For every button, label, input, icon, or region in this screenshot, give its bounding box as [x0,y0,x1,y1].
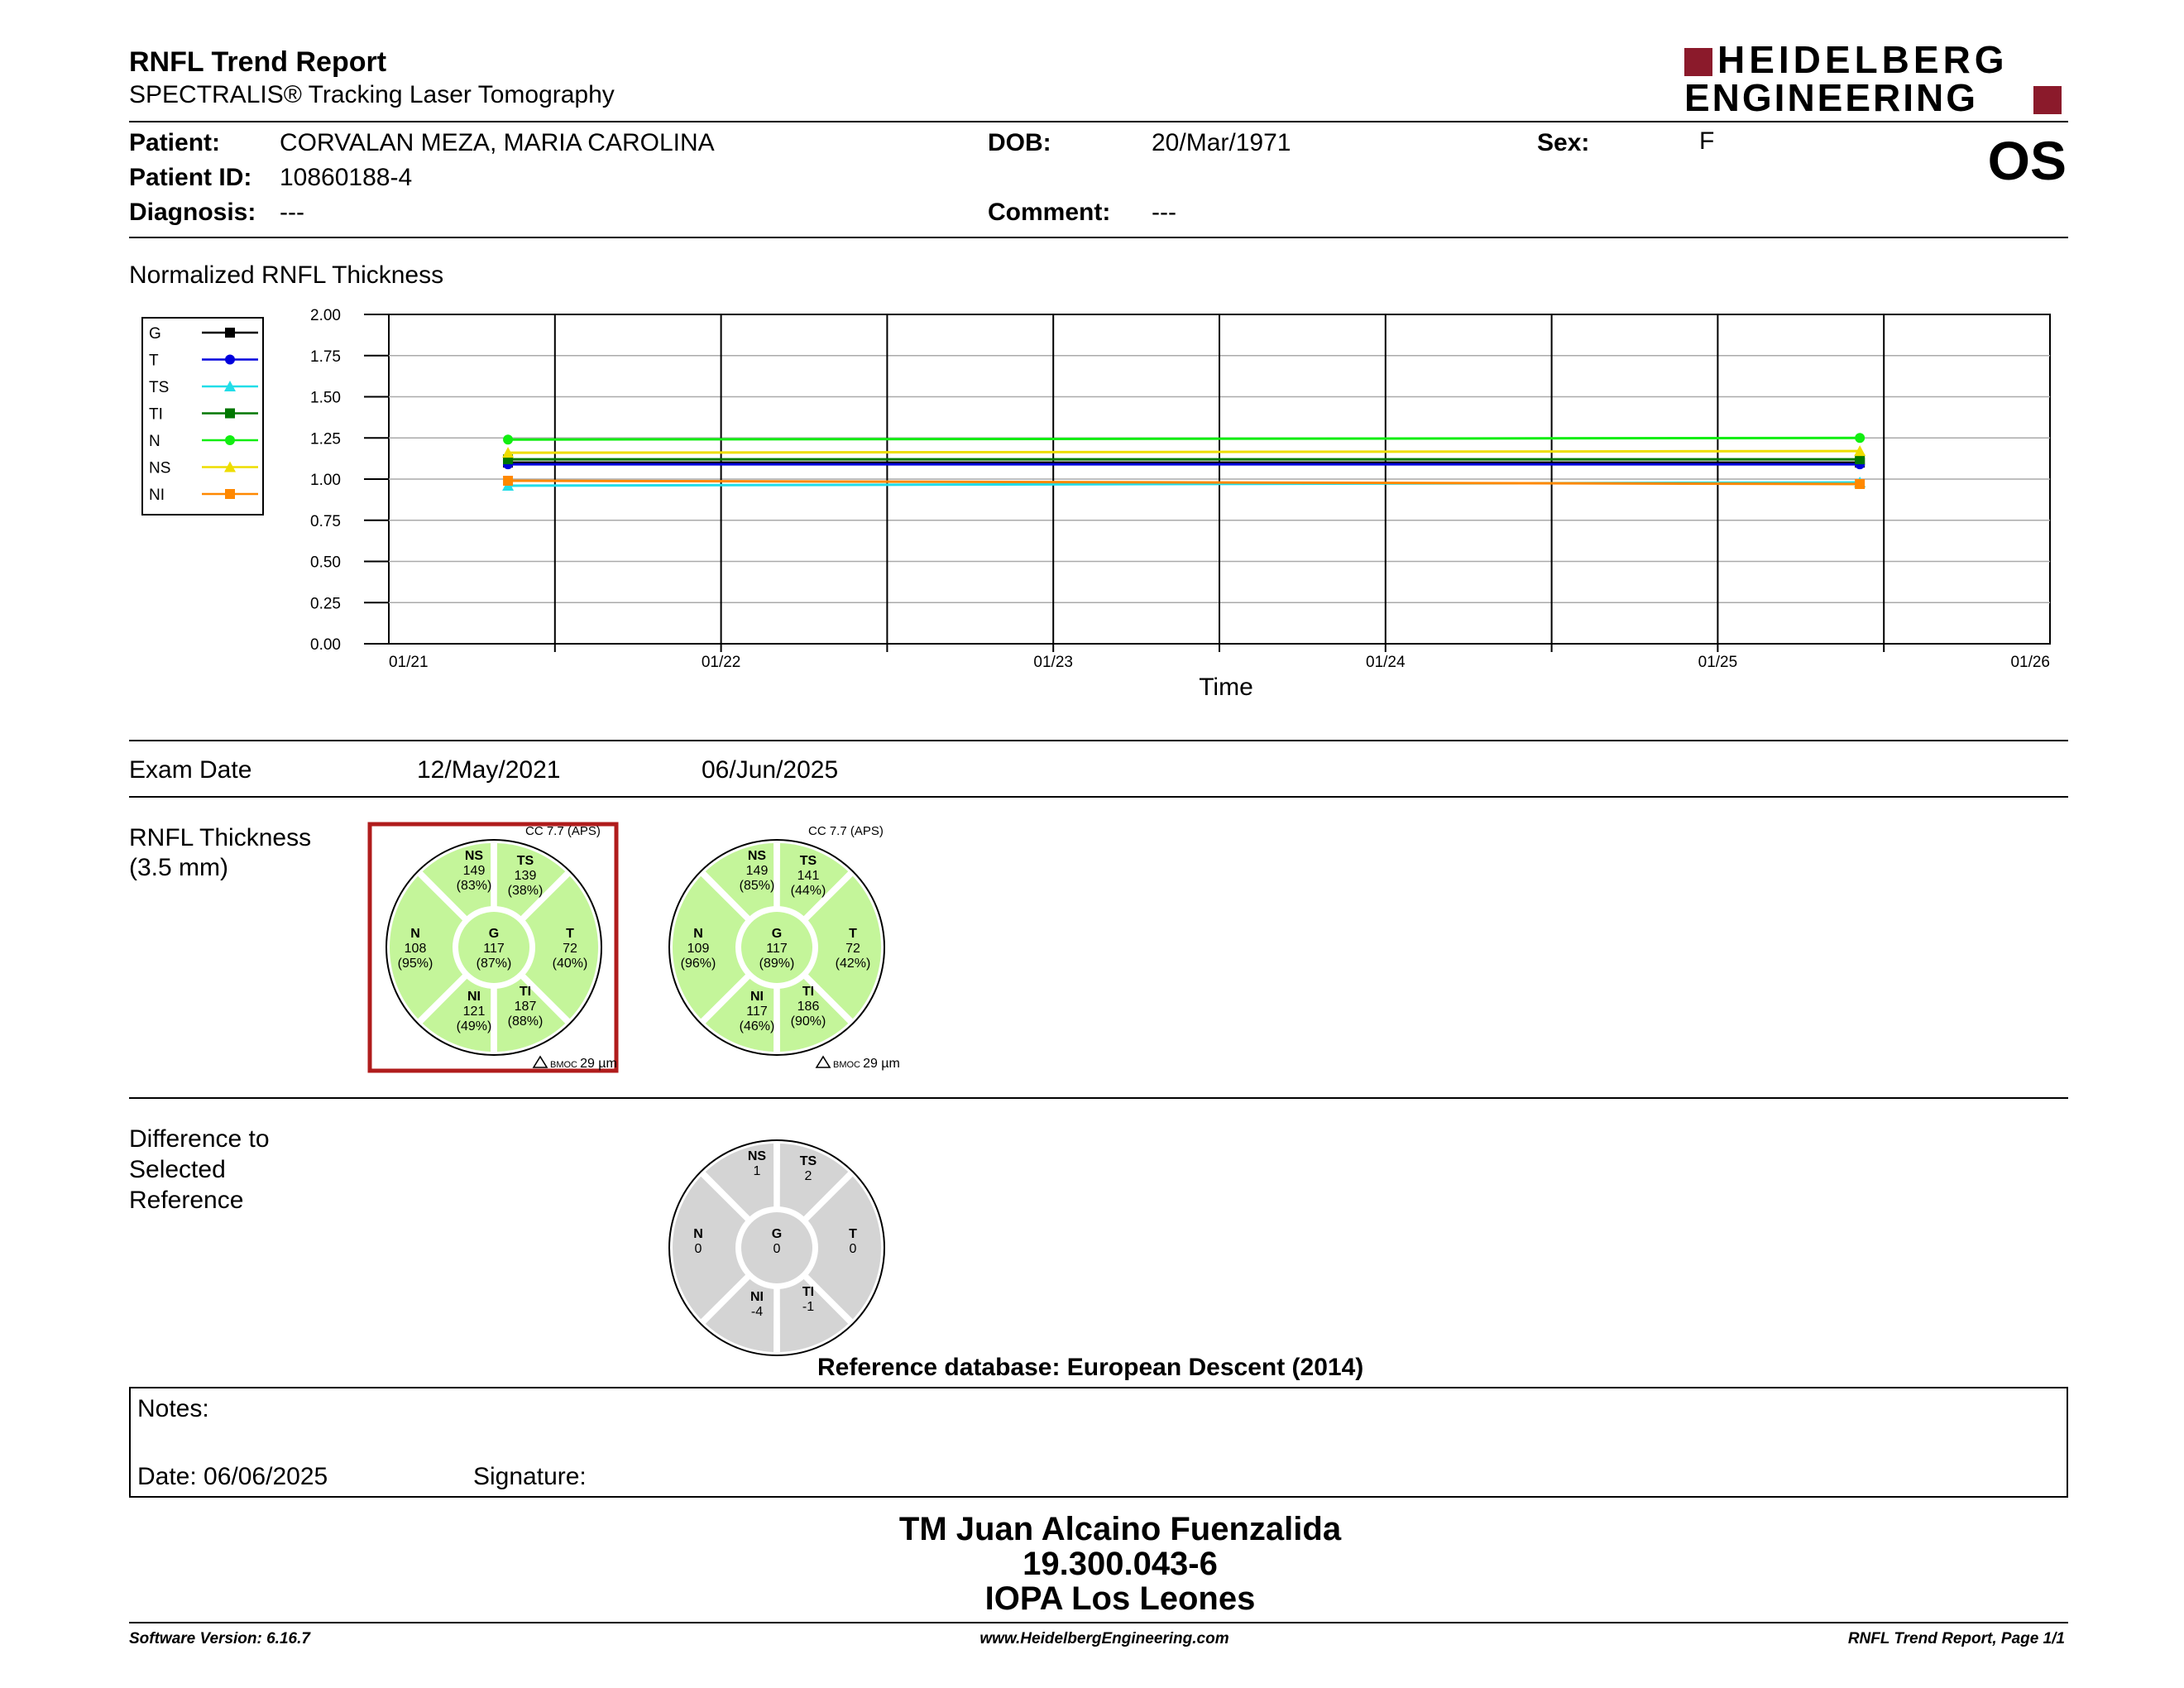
sector-label-ts: TS [799,1154,817,1168]
x-tick-label: 01/22 [701,654,741,671]
sector-percent-t: (40%) [552,957,588,971]
delta-icon [534,1057,547,1067]
page-number: RNFL Trend Report, Page 1/1 [1847,1630,2065,1647]
sector-percent-ni: (49%) [456,1019,492,1033]
divider-footer [129,1622,2068,1623]
sector-label-n: N [410,927,420,941]
reference-database: Reference database: European Descent (2014) [817,1354,1364,1381]
sector-value-t: 72 [563,942,577,956]
patient-name: CORVALAN MEZA, MARIA CAROLINA [280,129,715,156]
sector-value-ni: -4 [750,1305,764,1319]
cc-label: CC 7.7 (APS) [808,824,884,838]
difference-label-2: Selected [129,1156,226,1183]
notes-date: Date: 06/06/2025 [137,1463,328,1490]
sector-label-ni: NI [750,990,764,1004]
y-tick-label: 0.00 [310,636,341,654]
stamp-institution: IOPA Los Leones [984,1580,1256,1617]
sector-value-n: 108 [404,942,427,956]
sex-label: Sex: [1537,129,1590,156]
sector-label-ti: TI [519,985,532,999]
sector-label-ni: NI [467,990,481,1004]
exam-date-label: Exam Date [129,756,252,784]
sector-percent-ni: (46%) [739,1019,775,1033]
sector-value-ni: 117 [746,1005,768,1019]
sector-value-ns: 149 [745,864,769,878]
sector-label-ns: NS [747,849,767,863]
patient-label: Patient: [129,129,221,156]
sector-percent-ti: (88%) [507,1014,544,1029]
difference-label-1: Difference to [129,1125,270,1153]
sector-percent-ns: (85%) [739,879,775,893]
legend-label: NS [149,459,171,477]
sector-percent-n: (96%) [680,957,716,971]
stamp-id: 19.300.043-6 [1023,1546,1218,1582]
y-tick-label: 0.25 [310,595,341,613]
legend-label: G [149,325,161,343]
x-tick-label: 01/25 [1698,654,1738,671]
sector-percent-ts: (38%) [507,884,544,898]
sector-percent-n: (95%) [397,957,433,971]
sector-label-n: N [693,927,703,941]
legend-label: N [149,433,160,450]
stamp-name: TM Juan Alcaino Fuenzalida [898,1511,1342,1547]
sector-label-g: G [771,1227,783,1241]
sector-percent-g: (89%) [759,957,795,971]
diagnosis-value: --- [280,199,304,226]
delta-icon [817,1057,830,1067]
sector-value-t: 72 [845,942,860,956]
legend-label: T [149,352,159,370]
sector-value-ti: 187 [514,1000,537,1014]
legend-label: NI [149,487,165,504]
rnfl-thickness-label: RNFL Thickness [129,824,312,851]
sector-label-ni: NI [750,1290,764,1304]
cc-label: CC 7.7 (APS) [525,824,601,838]
sector-value-ns: 149 [462,864,486,878]
report-subtitle: SPECTRALIS® Tracking Laser Tomography [129,81,615,108]
x-tick-label: 01/23 [1033,654,1073,671]
rnfl-thickness-sublabel: (3.5 mm) [129,854,228,881]
sector-label-t: T [566,927,574,941]
sector-value-t: 0 [849,1242,857,1256]
y-tick-label: 0.75 [310,512,341,530]
legend-label: TI [149,405,163,424]
sector-value-g: 0 [773,1242,781,1256]
y-tick-label: 1.00 [310,472,341,489]
sector-percent-ts: (44%) [790,884,826,898]
website-link[interactable]: www.HeidelbergEngineering.com [979,1630,1229,1647]
exam-date-2[interactable]: 06/Jun/2025 [702,756,839,784]
comment-value: --- [1152,199,1176,226]
software-version: Software Version: 6.16.7 [129,1630,310,1647]
y-tick-label: 1.75 [310,348,341,366]
sector-value-g: 117 [766,942,788,956]
x-tick-label: 01/26 [2010,654,2050,671]
sector-label-t: T [849,927,857,941]
y-tick-label: 0.50 [310,554,341,572]
bmoc-label: BMOC 29 µm [550,1057,617,1071]
report-title: RNFL Trend Report [129,46,387,78]
sector-value-n: 109 [687,942,710,956]
difference-label-3: Reference [129,1187,244,1214]
sector-label-ts: TS [799,854,817,868]
sector-value-ts: 2 [804,1169,812,1183]
sector-value-ns: 1 [753,1164,761,1178]
chart-title: Normalized RNFL Thickness [129,261,444,289]
sex-value: F [1699,127,1715,155]
difference-circle[interactable] [669,1140,884,1355]
sector-label-g: G [771,927,783,941]
sector-label-ts: TS [516,854,534,868]
sector-label-g: G [488,927,500,941]
sector-percent-ti: (90%) [790,1014,826,1029]
y-tick-label: 2.00 [310,307,341,324]
bmoc-label: BMOC 29 µm [833,1057,900,1071]
patient-id-label: Patient ID: [129,164,252,191]
sector-value-ts: 141 [797,869,820,883]
comment-label: Comment: [988,199,1111,226]
notes-box[interactable] [129,1387,2068,1498]
sector-value-ti: 186 [797,1000,820,1014]
eye-indicator: OS [1987,130,2067,191]
dob-label: DOB: [988,129,1051,156]
sector-label-ti: TI [802,1285,815,1299]
sector-percent-ns: (83%) [456,879,492,893]
sector-label-ti: TI [802,985,815,999]
signature-label: Signature: [473,1463,587,1490]
y-tick-label: 1.50 [310,389,341,407]
sector-value-g: 117 [483,942,505,956]
x-tick-label: 01/21 [389,654,429,671]
notes-label: Notes: [137,1395,209,1422]
sector-percent-t: (42%) [835,957,871,971]
logo-text-heidelberg: HEIDELBERG [1717,38,2009,81]
sector-value-ni: 121 [462,1005,486,1019]
divider-thickness [129,1097,2068,1099]
sector-label-ns: NS [464,849,484,863]
legend-label: TS [149,379,170,396]
sector-value-ts: 139 [514,869,537,883]
logo-text-engineering: ENGINEERING [1684,76,1979,119]
y-tick-label: 1.25 [310,430,341,448]
rnfl-circle-exam-1[interactable] [386,824,617,1071]
sector-percent-g: (87%) [476,957,512,971]
sector-value-ti: -1 [802,1300,815,1314]
patient-id-value: 10860188-4 [280,164,413,191]
sector-label-ns: NS [747,1149,767,1163]
diagnosis-label: Diagnosis: [129,199,256,226]
x-tick-label: 01/24 [1366,654,1406,671]
dob-value: 20/Mar/1971 [1152,129,1291,156]
sector-label-n: N [693,1227,703,1241]
rnfl-circle-exam-2[interactable] [669,824,900,1071]
sector-label-t: T [849,1227,857,1241]
x-axis-label: Time [1199,674,1253,701]
exam-date-1[interactable]: 12/May/2021 [417,756,561,784]
sector-value-n: 0 [694,1242,702,1256]
